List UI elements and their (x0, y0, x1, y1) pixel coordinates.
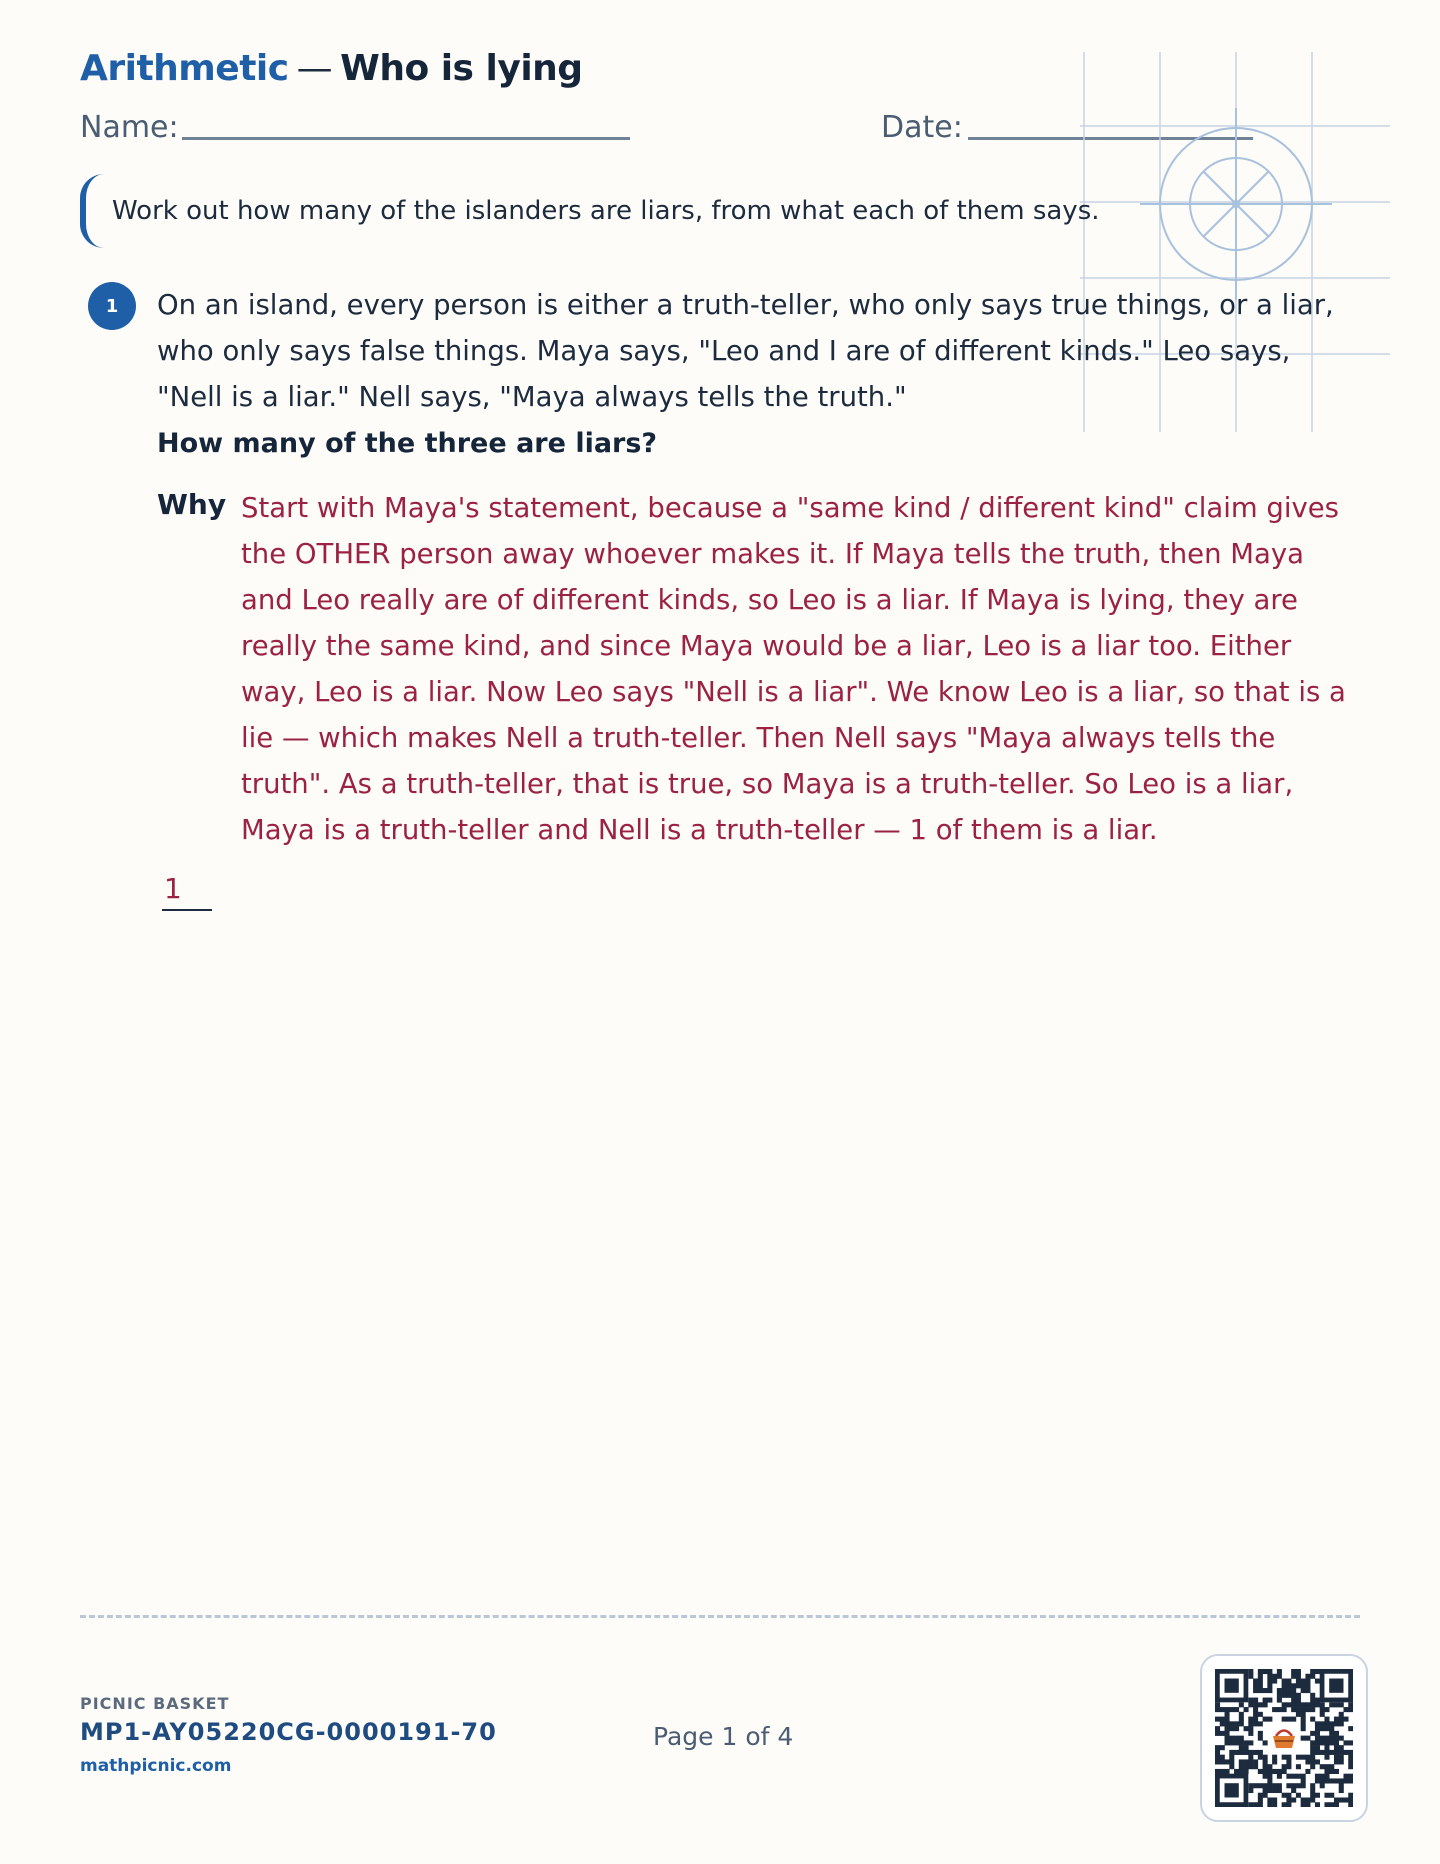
name-label: Name: (80, 110, 179, 145)
instruction-box (80, 174, 1130, 248)
answer-field[interactable]: 1 (162, 872, 212, 911)
name-field[interactable] (182, 137, 630, 140)
why-label: Why (157, 488, 227, 521)
qr-code-icon (1215, 1669, 1353, 1807)
footer-divider (80, 1615, 1360, 1618)
page-title (80, 48, 583, 89)
question-number-badge: 1 (88, 282, 136, 330)
brand-label: PICNIC BASKET (80, 1694, 230, 1713)
title-separator: — (296, 48, 333, 89)
qr-code-panel (1200, 1654, 1368, 1822)
worksheet-code: MP1-AY05220CG-0000191-70 (80, 1718, 497, 1746)
question-text: On an island, every person is either a truth-teller, who only says true things, or a liar, who only says false things. Maya says, "Leo and I are of different kinds." Leo says, "Nell is a liar." Nell says, "Maya always tells the truth." (157, 289, 1334, 413)
page-number: Page 1 of 4 (653, 1722, 794, 1751)
subject-title: Arithmetic (80, 48, 289, 89)
question-prompt: How many of the three are liars? (157, 428, 658, 459)
topic-title: Who is lying (340, 48, 583, 89)
why-explanation: Start with Maya's statement, because a "same kind / different kind" claim gives the OTHER person away whoever makes it. If Maya tells the truth, then Maya and Leo really are of different kinds, so Leo is a liar. If Maya is lying, they are really the same kind, and since Maya would be a liar, Leo is a liar too. Either way, Leo is a liar. Now Leo says "Nell is a liar". We know Leo is a liar, so that is a lie — which makes Nell a truth-teller. Then Nell says "Maya always tells the truth". As a truth-teller, that is true, so Maya is a truth-teller. So Leo is a liar, Maya is a truth-teller and Nell is a truth-teller — 1 of them is a liar. (241, 492, 1346, 846)
date-label: Date: (881, 110, 963, 145)
basket-icon (1270, 1724, 1298, 1752)
instruction-text: Work out how many of the islanders are liars, from what each of them says. (112, 196, 1100, 226)
site-link[interactable]: mathpicnic.com (80, 1756, 232, 1776)
